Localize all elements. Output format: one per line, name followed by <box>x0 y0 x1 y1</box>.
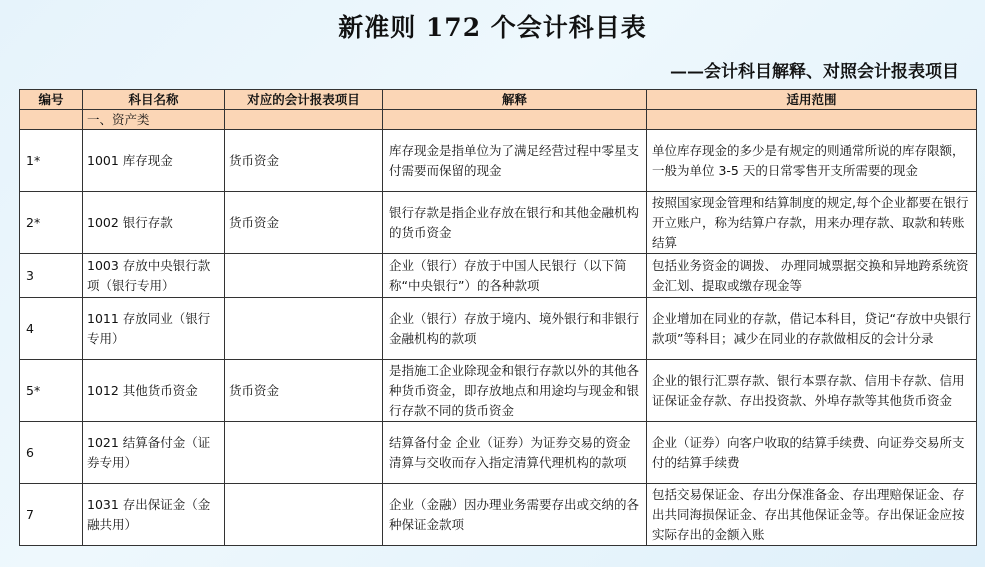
row-scope: 按照国家现金管理和结算制度的规定,每个企业都要在银行开立账户，称为结算户存款，用来办理存款、取款和转账结算 <box>647 192 977 254</box>
row-report-item <box>225 484 383 546</box>
table-row <box>20 360 977 422</box>
category-label: 一、资产类 <box>83 110 225 130</box>
table-row <box>20 130 977 192</box>
table-header-row <box>20 90 977 110</box>
row-explanation: 企业（银行）存放于境内、境外银行和非银行金融机构的款项 <box>383 298 647 360</box>
row-scope: 企业（证券）向客户收取的结算手续费、向证券交易所支付的结算手续费 <box>647 422 977 484</box>
row-report-item: 货币资金 <box>225 130 383 192</box>
row-explanation: 企业（金融）因办理业务需要存出或交纳的各种保证金款项 <box>383 484 647 546</box>
row-account-name: 1012 其他货币资金 <box>83 360 225 422</box>
row-report-item: 货币资金 <box>225 192 383 254</box>
table-row <box>20 298 977 360</box>
category-row <box>20 110 977 130</box>
row-account-name: 1031 存出保证金（金融共用） <box>83 484 225 546</box>
row-number: 4 <box>20 298 83 360</box>
row-account-name: 1002 银行存款 <box>83 192 225 254</box>
table-row <box>20 254 977 298</box>
row-scope: 包括业务资金的调拨、 办理同城票据交换和异地跨系统资金汇划、提取或缴存现金等 <box>647 254 977 298</box>
page-title: 新准则 172 个会计科目表 <box>338 13 647 42</box>
header-report-item: 对应的会计报表项目 <box>225 90 383 110</box>
row-explanation: 企业（银行）存放于中国人民银行（以下简称“中央银行”）的各种款项 <box>383 254 647 298</box>
row-number: 3 <box>20 254 83 298</box>
row-report-item <box>225 298 383 360</box>
row-scope: 包括交易保证金、存出分保准备金、存出理赔保证金、存出共同海损保证金、存出其他保证金等。存出保证金应按实际存出的金额入账 <box>647 484 977 546</box>
row-report-item <box>225 422 383 484</box>
header-explanation: 解释 <box>383 90 647 110</box>
row-account-name: 1011 存放同业（银行专用） <box>83 298 225 360</box>
header-scope: 适用范围 <box>647 90 977 110</box>
row-explanation: 库存现金是指单位为了满足经营过程中零星支付需要而保留的现金 <box>383 130 647 192</box>
header-number: 编号 <box>20 90 83 110</box>
accounts-table <box>19 89 977 546</box>
table-row <box>20 192 977 254</box>
row-scope: 企业增加在同业的存款，借记本科目，贷记“存放中央银行款项”等科目；减少在同业的存款做相反的会计分录 <box>647 298 977 360</box>
row-explanation: 结算备付金 企业（证券）为证券交易的资金清算与交收而存入指定清算代理机构的款项 <box>383 422 647 484</box>
row-explanation: 是指施工企业除现金和银行存款以外的其他各种货币资金，即存放地点和用途均与现金和银行存款不同的货币资金 <box>383 360 647 422</box>
table-row <box>20 422 977 484</box>
row-account-name: 1021 结算备付金（证券专用） <box>83 422 225 484</box>
row-number: 7 <box>20 484 83 546</box>
row-scope: 单位库存现金的多少是有规定的则通常所说的库存限额，一般为单位 3-5 天的日常零售开支所需要的现金 <box>647 130 977 192</box>
page-subtitle: ——会计科目解释、对照会计报表项目 <box>670 62 959 82</box>
row-explanation: 银行存款是指企业存放在银行和其他金融机构的货币资金 <box>383 192 647 254</box>
header-account-name: 科目名称 <box>83 90 225 110</box>
row-number: 5* <box>20 360 83 422</box>
table-row <box>20 484 977 546</box>
row-account-name: 1003 存放中央银行款项（银行专用） <box>83 254 225 298</box>
row-report-item <box>225 254 383 298</box>
row-report-item: 货币资金 <box>225 360 383 422</box>
row-number: 1* <box>20 130 83 192</box>
row-number: 2* <box>20 192 83 254</box>
row-scope: 企业的银行汇票存款、银行本票存款、信用卡存款、信用证保证金存款、存出投资款、外埠存款等其他货币资金 <box>647 360 977 422</box>
row-account-name: 1001 库存现金 <box>83 130 225 192</box>
row-number: 6 <box>20 422 83 484</box>
